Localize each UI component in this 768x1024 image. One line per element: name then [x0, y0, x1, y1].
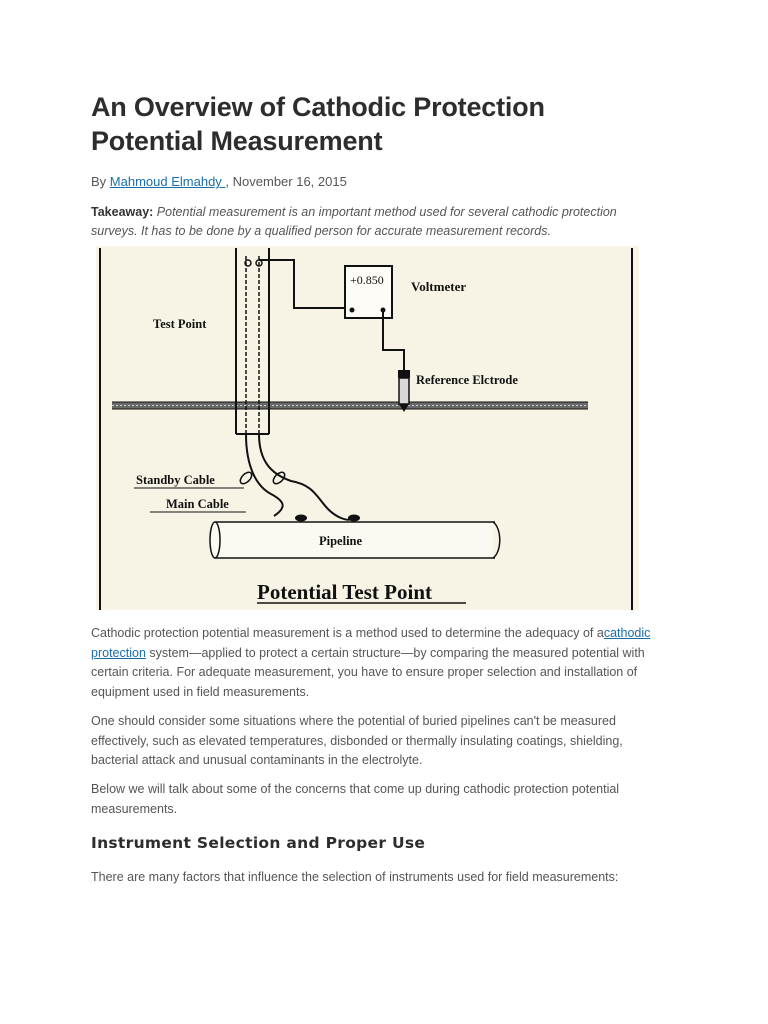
figure-caption: Potential Test Point — [257, 580, 433, 604]
p1-start: Cathodic protection potential measurement is a method used to determine the adequacy of a — [91, 626, 604, 640]
takeaway — [91, 203, 666, 241]
author-link[interactable]: Mahmoud Elmahdy — [109, 174, 226, 189]
cathodic-protection-link[interactable]: cathodic protection — [91, 626, 651, 660]
ground-surface — [112, 402, 588, 409]
diagram-svg — [96, 246, 639, 610]
paragraph-3: Below we will talk about some of the concerns that come up during cathodic protection potential measurements. — [91, 782, 620, 816]
voltmeter — [345, 266, 392, 318]
paragraph-4: There are many factors that influence the selection of instruments used for field measurements: — [91, 870, 619, 884]
main-cable-label: Main Cable — [166, 497, 229, 511]
p1-end: system—applied to protect a certain structure—by comparing the measured potential with certain criteria. For adequate measurement, you have to ensure proper selection and installation of equipment used in field measurements. — [91, 645, 645, 699]
section-heading: Instrument Selection and Proper Use — [91, 834, 426, 852]
wire-to-voltmeter — [259, 260, 345, 308]
test-point-label: Test Point — [153, 317, 207, 331]
article-title: An Overview of Cathodic Protection Potential Measurement — [91, 92, 545, 156]
wire-to-electrode — [383, 312, 404, 370]
byline-date: , November 16, 2015 — [225, 174, 347, 189]
cables — [238, 434, 360, 522]
voltmeter-reading: +0.850 — [350, 273, 384, 287]
voltmeter-label: Voltmeter — [411, 279, 467, 294]
reference-electrode-label: Reference Elctrode — [416, 373, 518, 387]
takeaway-text: Potential measurement is an important method used for several cathodic protection surveys. It has to be done by a qualified person for accurate measurement records. — [91, 205, 617, 238]
pipeline-label: Pipeline — [319, 534, 363, 548]
byline — [91, 174, 347, 189]
paragraph-1 — [91, 624, 671, 702]
diagram-potential-test-point — [96, 246, 639, 610]
standby-cable-label: Standby Cable — [136, 473, 215, 487]
paragraph-2: One should consider some situations where the potential of buried pipelines can't be measured effectively, such as elevated temperatures, disbonded or thermally insulating coatings, shielding, bacterial attack and unusual contaminants in the electrolyte. — [91, 714, 623, 767]
takeaway-label: Takeaway: — [91, 205, 154, 219]
byline-prefix: By — [91, 174, 110, 189]
